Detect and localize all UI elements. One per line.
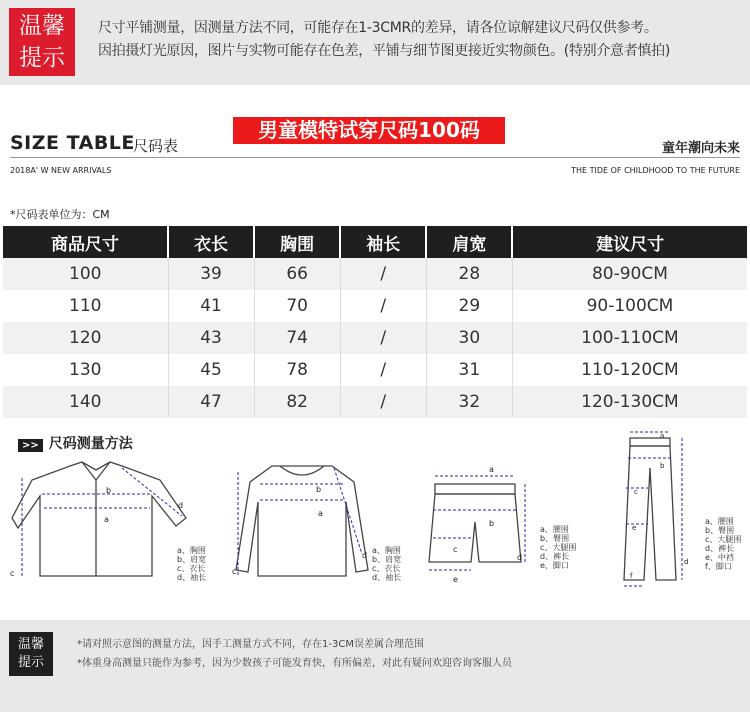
table-cell: 41 [168,290,254,322]
table-cell: 45 [168,354,254,386]
shorts-diagram [425,462,535,584]
table-row [3,258,747,290]
table-row [3,354,747,386]
shorts-legend [540,525,576,570]
diagram-letter: c [232,567,237,576]
table-cell: 120 [3,322,168,354]
diagram-letter: d [362,551,368,560]
diagram-letter: c [453,545,458,554]
shirt-diagram [10,458,200,583]
diagram-letter: f [630,572,633,580]
table-row [3,322,747,354]
diagram-letter: d [517,553,523,562]
legend-item: c、大腿围 [540,543,577,552]
table-cell: 66 [254,258,340,290]
legend-item: b、肩宽 [177,555,207,564]
table-cell: 39 [168,258,254,290]
size-table-title-cn: 尺码表 [133,137,179,155]
column-header: 商品尺寸 [3,226,168,258]
table-cell: 47 [168,386,254,418]
diagram-letter: e [632,524,637,532]
legend-item: a、胸围 [372,546,401,555]
table-cell: 82 [254,386,340,418]
table-cell: 30 [426,322,512,354]
table-cell: 90-100CM [512,290,747,322]
notice-line-2: 因拍摄灯光原因，图片与实物可能存在色差，平铺与细节图更接近实物颜色。(特别介意者慎拍) [98,43,671,59]
sub-left-text: 2018A' W NEW ARRIVALS [10,166,112,175]
notice-badge-line1: 温馨 [19,13,65,39]
sub-right-text: THE TIDE OF CHILDHOOD TO THE FUTURE [571,166,740,175]
bottom-notice-badge [9,632,53,676]
table-cell: 110-120CM [512,354,747,386]
legend-item: c、衣长 [177,564,206,573]
table-cell: 29 [426,290,512,322]
measure-title: 尺码测量方法 [48,436,133,452]
diagram-letter: d [684,558,689,566]
notice-text [98,17,670,63]
table-header-row [3,226,747,258]
diagram-letter: b [316,485,322,494]
legend-item: d、袖长 [177,573,207,582]
table-cell: 43 [168,322,254,354]
legend-item: d、裤长 [705,544,735,553]
table-cell: / [340,290,426,322]
legend-item: e、中裆 [705,553,734,562]
table-cell: 100 [3,258,168,290]
unit-note: *尺码表单位为：CM [10,208,110,221]
table-cell: 110 [3,290,168,322]
legend-item: d、裤长 [540,552,570,561]
table-cell: 78 [254,354,340,386]
table-cell: 100-110CM [512,322,747,354]
table-cell: / [340,322,426,354]
table-cell: / [340,354,426,386]
legend-item: d、袖长 [372,573,402,582]
pants-legend [705,517,741,571]
column-header: 胸围 [254,226,340,258]
bottom-notice-text [77,635,512,673]
diagram-letter: b [106,486,112,495]
column-header: 肩宽 [426,226,512,258]
bottom-notice-line-1: *请对照示意图的测量方法，因手工测量方式不同，存在1-3CM误差属合理范围 [77,639,424,650]
table-cell: 120-130CM [512,386,747,418]
table-cell: 80-90CM [512,258,747,290]
notice-badge [9,8,75,76]
bottom-badge-line2: 提示 [17,655,44,670]
bottom-notice-line-2: *体重身高测量只能作为参考，因为少数孩子可能发育快，有所偏差，对此有疑问欢迎咨询客服人员 [77,658,512,669]
legend-item: b、臀围 [540,534,570,543]
legend-item: c、大腿围 [705,535,742,544]
diagram-letter: a [104,515,109,524]
table-row [3,386,747,418]
table-cell: 32 [426,386,512,418]
shirt-legend [177,546,206,582]
legend-item: b、肩宽 [372,555,402,564]
table-cell: / [340,258,426,290]
table-cell: 74 [254,322,340,354]
slogan-cn: 童年潮向未来 [661,141,740,156]
column-header: 袖长 [340,226,426,258]
diagram-letter: b [660,462,665,470]
legend-item: a、腰围 [540,525,569,534]
diagram-letter: d [178,501,184,510]
bottom-badge-line1: 温馨 [17,637,44,652]
diagram-letter: e [453,575,458,584]
table-cell: 31 [426,354,512,386]
legend-item: e、脚口 [540,561,569,570]
diagram-letter: b [489,519,495,528]
size-table-title: SIZE TABLE [10,132,135,154]
table-cell: 130 [3,354,168,386]
diagram-letter: a [489,465,494,474]
notice-line-1: 尺寸平铺测量，因测量方法不同，可能存在1-3CMR的差异，请各位谅解建议尺码仅供参考。 [98,20,658,36]
sweater-legend [372,546,401,582]
table-cell: 28 [426,258,512,290]
table-cell: / [340,386,426,418]
legend-item: b、臀围 [705,526,735,535]
diagram-letter: a [318,509,323,518]
diagram-letter: c [634,488,638,496]
legend-item: f、脚口 [705,562,732,571]
table-cell: 70 [254,290,340,322]
size-table [3,226,747,418]
legend-item: a、胸围 [177,546,206,555]
column-header: 衣长 [168,226,254,258]
measure-heading [18,433,133,453]
column-header: 建议尺寸 [512,226,747,258]
table-cell: 140 [3,386,168,418]
sweater-diagram [232,462,372,582]
diagram-letter: a [660,432,665,440]
legend-item: c、衣长 [372,564,401,573]
table-row [3,290,747,322]
diagram-letter: c [10,569,15,578]
pants-diagram [610,428,690,588]
model-size-badge: 男童模特试穿尺码100码 [233,117,505,144]
legend-item: a、腰围 [705,517,734,526]
notice-badge-line2: 提示 [19,45,65,71]
double-arrow-icon: >> [18,439,43,452]
header-divider [10,157,740,158]
